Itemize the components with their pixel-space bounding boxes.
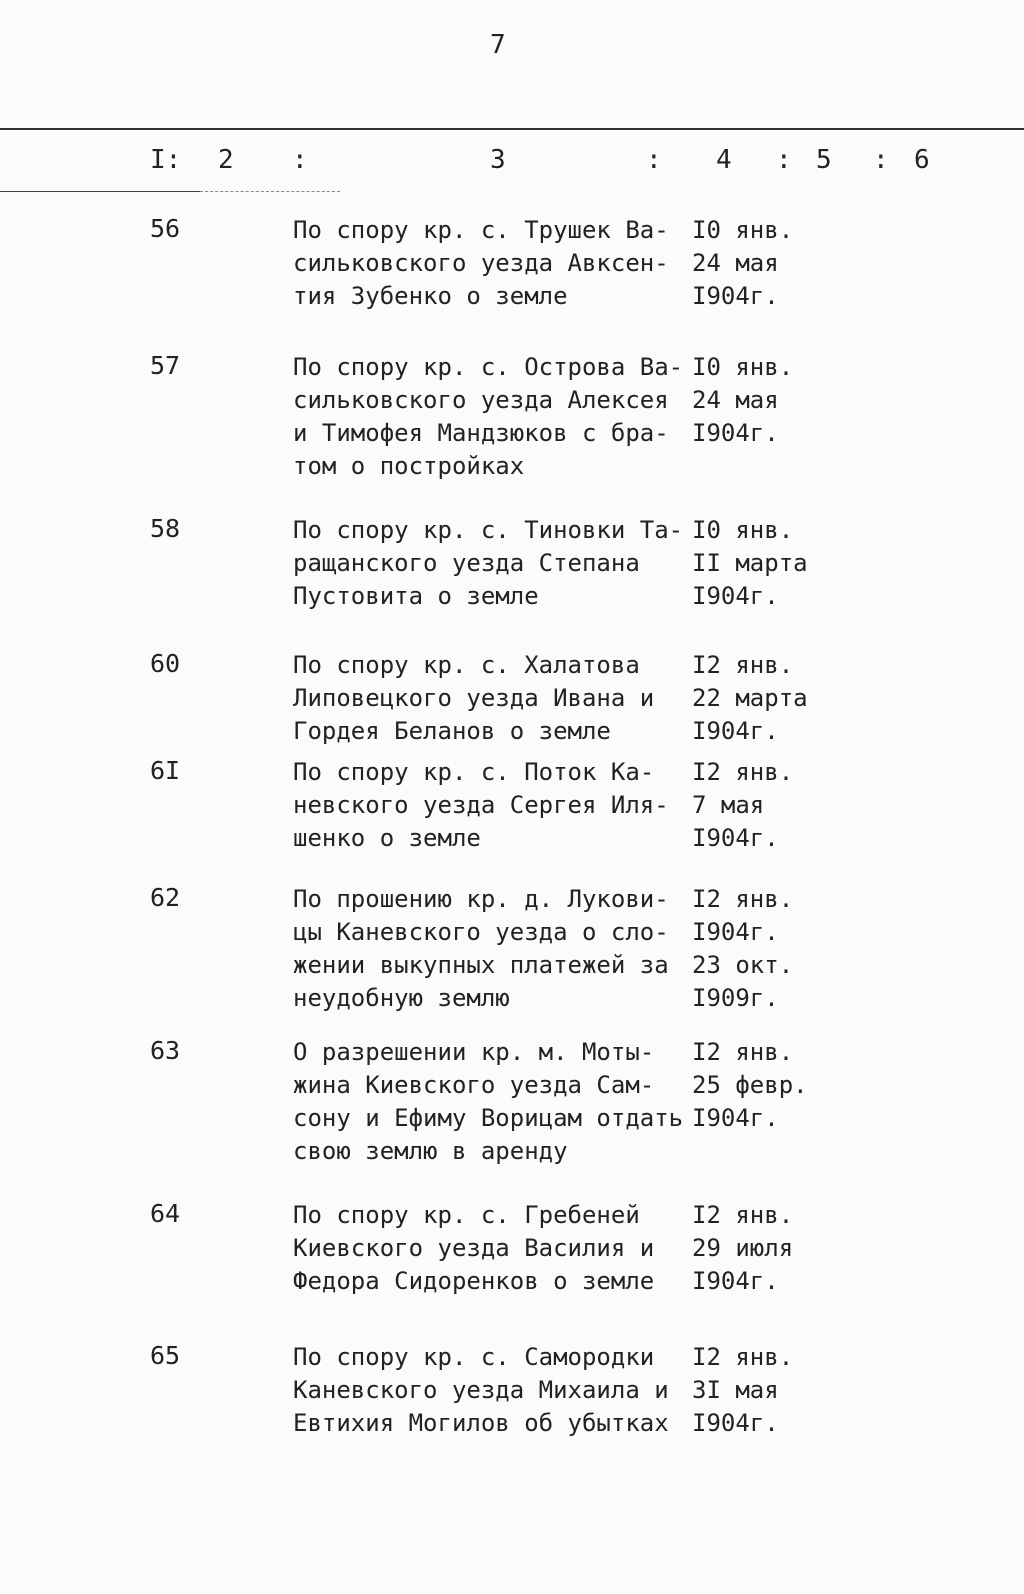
description-line: Каневского уезда Михаила и xyxy=(293,1376,669,1404)
description-line: По спору кр. с. Тиновки Та- xyxy=(293,516,684,544)
date-line: I904г. xyxy=(692,1104,779,1132)
date-line: I904г. xyxy=(692,282,779,310)
description-line: По спору кр. с. Гребеней xyxy=(293,1201,640,1229)
entry-description xyxy=(293,756,693,855)
header-col-3: 3 xyxy=(490,145,506,175)
description-line: невского уезда Сергея Иля- xyxy=(293,791,669,819)
date-line: I909г. xyxy=(692,984,779,1012)
date-line: I904г. xyxy=(692,717,779,745)
date-line: 22 марта xyxy=(692,684,808,712)
header-separator: : xyxy=(646,145,662,175)
description-line: сильковского уезда Авксен- xyxy=(293,249,669,277)
description-line: По спору кр. с. Поток Ка- xyxy=(293,758,655,786)
entry-description xyxy=(293,883,693,1015)
date-line: I2 янв. xyxy=(692,1038,794,1066)
description-line: Евтихия Могилов об убытках xyxy=(293,1409,669,1437)
date-line: I904г. xyxy=(692,1267,779,1295)
header-col-4: 4 xyxy=(716,145,732,175)
entry-description xyxy=(293,514,693,613)
description-line: шенко о земле xyxy=(293,824,481,852)
date-line: I2 янв. xyxy=(692,1343,794,1371)
entry-description xyxy=(293,214,693,313)
entry-dates xyxy=(692,1036,808,1135)
date-line: 7 мая xyxy=(692,791,765,819)
date-line: I904г. xyxy=(692,582,779,610)
header-separator: : xyxy=(776,145,792,175)
date-line: I0 янв. xyxy=(692,516,794,544)
description-line: По спору кр. с. Халатова xyxy=(293,651,640,679)
description-line: ращанского уезда Степана xyxy=(293,549,640,577)
date-line: I904г. xyxy=(692,824,779,852)
date-line: II марта xyxy=(692,549,808,577)
entry-number: 62 xyxy=(150,883,181,912)
description-line: неудобную землю xyxy=(293,984,510,1012)
description-line: По спору кр. с. Самородки xyxy=(293,1343,655,1371)
entry-description xyxy=(293,1341,693,1440)
description-line: Липовецкого уезда Ивана и xyxy=(293,684,655,712)
entry-number: 60 xyxy=(150,649,181,678)
date-line: I904г. xyxy=(692,419,779,447)
description-line: цы Каневского уезда о сло- xyxy=(293,918,669,946)
description-line: По спору кр. с. Острова Ва- xyxy=(293,353,684,381)
description-line: тия Зубенко о земле xyxy=(293,282,568,310)
description-line: По прошению кр. д. Лукови- xyxy=(293,885,669,913)
date-line: I2 янв. xyxy=(692,1201,794,1229)
description-line: жении выкупных платежей за xyxy=(293,951,669,979)
date-line: I2 янв. xyxy=(692,651,794,679)
entry-dates xyxy=(692,1341,793,1440)
entry-dates xyxy=(692,756,793,855)
entry-dates xyxy=(692,351,793,450)
date-line: 3I мая xyxy=(692,1376,779,1404)
header-rule-dashed xyxy=(200,191,340,192)
date-line: 23 окт. xyxy=(692,951,794,979)
header-separator: : xyxy=(292,145,308,175)
header-col-1: I: xyxy=(150,145,182,175)
entry-number: 6I xyxy=(150,756,181,785)
date-line: 25 февр. xyxy=(692,1071,808,1099)
entry-number: 64 xyxy=(150,1199,181,1228)
date-line: 24 мая xyxy=(692,249,779,277)
entry-number: 57 xyxy=(150,351,181,380)
entry-dates xyxy=(692,214,793,313)
description-line: Гордея Беланов о земле xyxy=(293,717,611,745)
description-line: Федора Сидоренков о земле xyxy=(293,1267,655,1295)
description-line: сильковского уезда Алексея xyxy=(293,386,669,414)
date-line: I904г. xyxy=(692,1409,779,1437)
entry-description xyxy=(293,1199,693,1298)
entry-number: 63 xyxy=(150,1036,181,1065)
date-line: 24 мая xyxy=(692,386,779,414)
description-line: свою землю в аренду xyxy=(293,1137,568,1165)
entry-dates xyxy=(692,883,793,1015)
description-line: О разрешении кр. м. Моты- xyxy=(293,1038,655,1066)
date-line: I2 янв. xyxy=(692,885,794,913)
entry-description xyxy=(293,351,693,483)
entry-description xyxy=(293,649,693,748)
description-line: том о постройках xyxy=(293,452,525,480)
header-col-5: 5 xyxy=(816,145,832,175)
entry-description xyxy=(293,1036,693,1168)
header-col-6: 6 xyxy=(914,145,930,175)
date-line: I2 янв. xyxy=(692,758,794,786)
header-rule xyxy=(0,191,200,192)
entry-number: 56 xyxy=(150,214,181,243)
entry-number: 58 xyxy=(150,514,181,543)
date-line: I904г. xyxy=(692,918,779,946)
description-line: По спору кр. с. Трушек Ва- xyxy=(293,216,669,244)
description-line: сону и Ефиму Ворицам отдать xyxy=(293,1104,684,1132)
entry-dates xyxy=(692,1199,793,1298)
description-line: Киевского уезда Василия и xyxy=(293,1234,655,1262)
top-rule xyxy=(0,128,1024,130)
entry-dates xyxy=(692,514,808,613)
page-number: 7 xyxy=(490,30,506,60)
description-line: Пустовита о земле xyxy=(293,582,539,610)
entry-number: 65 xyxy=(150,1341,181,1370)
date-line: 29 июля xyxy=(692,1234,794,1262)
description-line: жина Киевского уезда Сам- xyxy=(293,1071,655,1099)
description-line: и Тимофея Мандзюков с бра- xyxy=(293,419,669,447)
date-line: I0 янв. xyxy=(692,353,794,381)
entry-dates xyxy=(692,649,808,748)
header-separator: : xyxy=(873,145,889,175)
header-col-2: 2 xyxy=(218,145,234,175)
date-line: I0 янв. xyxy=(692,216,794,244)
